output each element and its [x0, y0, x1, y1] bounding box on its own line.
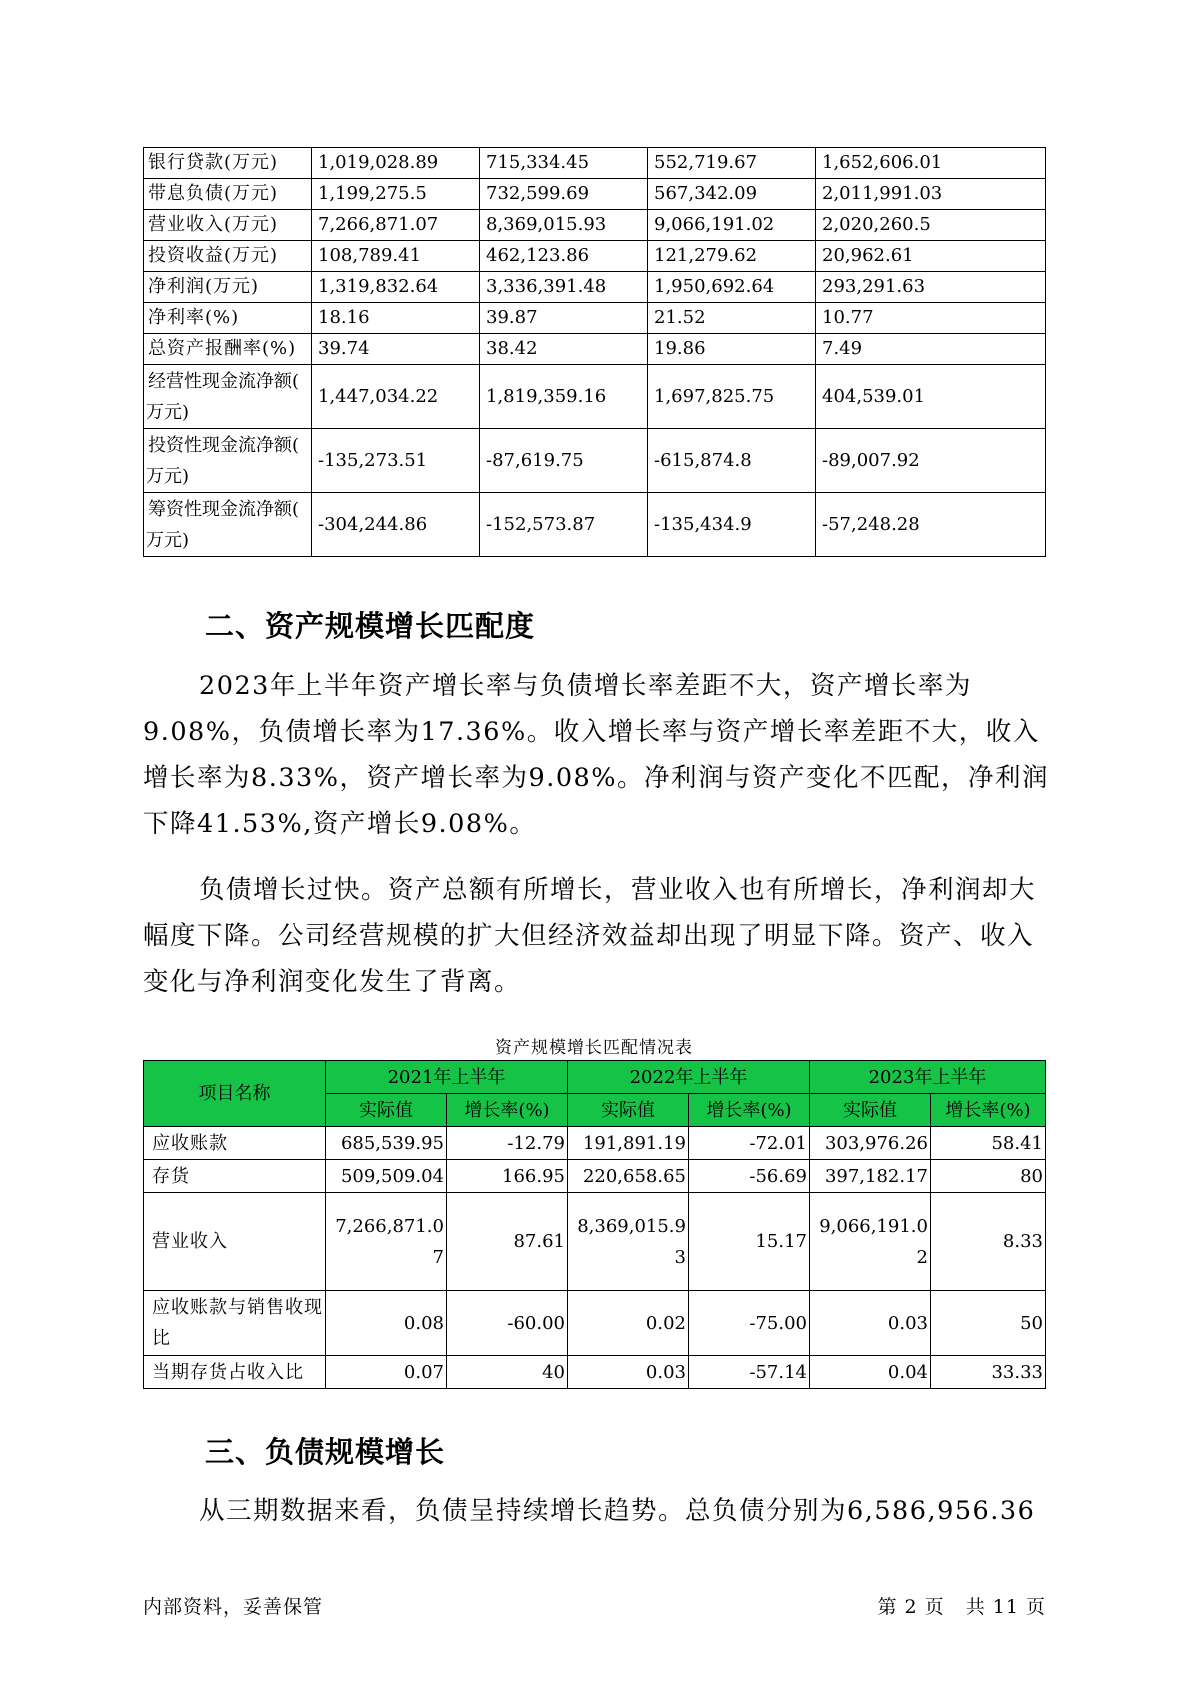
table-cell: 10.77 [816, 303, 1046, 334]
table-row [144, 179, 1046, 210]
table-row [144, 303, 1046, 334]
table-cell: -12.79 [447, 1127, 568, 1160]
table-cell: 552,719.67 [648, 148, 816, 179]
table-row [144, 1291, 1046, 1356]
table-cell: 7,266,871.07 [312, 210, 480, 241]
body-paragraph: 负债增长过快。资产总额有所增长，营业收入也有所增长，净利润却大幅度下降。公司经营规模的扩大但经济效益却出现了明显下降。资产、收入变化与净利润变化发生了背离。 [143, 875, 1037, 997]
table-cell: -72.01 [689, 1127, 810, 1160]
table-cell: 8,369,015.93 [568, 1193, 689, 1291]
row-label: 投资收益(万元) [144, 241, 312, 272]
header-period: 2022年上半年 [568, 1061, 810, 1094]
table-row [144, 493, 1046, 557]
table-cell: 715,334.45 [480, 148, 648, 179]
table-cell: 0.07 [326, 1356, 447, 1389]
table-cell: -135,434.9 [648, 493, 816, 557]
table-row [144, 148, 1046, 179]
table-cell: -89,007.92 [816, 429, 1046, 493]
footer-page-number: 第 2 页 共 11 页 [877, 1596, 1046, 1618]
table-cell: -87,619.75 [480, 429, 648, 493]
header-period: 2021年上半年 [326, 1061, 568, 1094]
table-cell: 293,291.63 [816, 272, 1046, 303]
table-cell: -60.00 [447, 1291, 568, 1356]
table-cell: 1,697,825.75 [648, 365, 816, 429]
row-label: 营业收入 [144, 1193, 326, 1291]
table-cell: 1,950,692.64 [648, 272, 816, 303]
table-cell: 21.52 [648, 303, 816, 334]
table-cell: 404,539.01 [816, 365, 1046, 429]
table-cell: 7.49 [816, 334, 1046, 365]
row-label: 存货 [144, 1160, 326, 1193]
table-cell: 1,819,359.16 [480, 365, 648, 429]
table-cell: 9,066,191.02 [810, 1193, 931, 1291]
table-header-row [144, 1061, 1046, 1094]
row-label: 营业收入(万元) [144, 210, 312, 241]
row-label-line2: 万元) [146, 401, 190, 423]
table-cell: 19.86 [648, 334, 816, 365]
header-actual: 实际值 [568, 1094, 689, 1127]
table-cell: 1,019,028.89 [312, 148, 480, 179]
table-cell: 509,509.04 [326, 1160, 447, 1193]
row-label: 银行贷款(万元) [144, 148, 312, 179]
table-cell: -57.14 [689, 1356, 810, 1389]
table-row [144, 1160, 1046, 1193]
row-label [144, 365, 312, 429]
table-row [144, 334, 1046, 365]
table-cell: 87.61 [447, 1193, 568, 1291]
table-cell: 0.04 [810, 1356, 931, 1389]
table-cell: 397,182.17 [810, 1160, 931, 1193]
table-cell: -75.00 [689, 1291, 810, 1356]
header-growth: 增长率(%) [447, 1094, 568, 1127]
table-row [144, 429, 1046, 493]
table-cell: 567,342.09 [648, 179, 816, 210]
table-cell: 39.74 [312, 334, 480, 365]
table-cell: -56.69 [689, 1160, 810, 1193]
body-paragraph: 从三期数据来看，负债呈持续增长趋势。总负债分别为6,586,956.36 [199, 1496, 1036, 1526]
table-cell: 121,279.62 [648, 241, 816, 272]
table-cell: 58.41 [931, 1127, 1046, 1160]
growth-matching-table [143, 1060, 1046, 1389]
row-label: 带息负债(万元) [144, 179, 312, 210]
row-label: 当期存货占收入比 [144, 1356, 326, 1389]
table-cell: 1,652,606.01 [816, 148, 1046, 179]
table-row [144, 241, 1046, 272]
financial-metrics-table [143, 147, 1046, 557]
table-cell: 462,123.86 [480, 241, 648, 272]
table-row [144, 1356, 1046, 1389]
table-cell: 303,976.26 [810, 1127, 931, 1160]
table-cell: 1,447,034.22 [312, 365, 480, 429]
table-row [144, 365, 1046, 429]
table-cell: 33.33 [931, 1356, 1046, 1389]
table-cell: 18.16 [312, 303, 480, 334]
table-row [144, 272, 1046, 303]
row-label [144, 493, 312, 557]
table-cell: 15.17 [689, 1193, 810, 1291]
footer-confidential-note: 内部资料，妥善保管 [143, 1596, 324, 1618]
table-cell: 191,891.19 [568, 1127, 689, 1160]
header-period: 2023年上半年 [810, 1061, 1046, 1094]
table-cell: 38.42 [480, 334, 648, 365]
row-label-line2: 万元) [146, 465, 190, 487]
table-cell: 732,599.69 [480, 179, 648, 210]
header-actual: 实际值 [326, 1094, 447, 1127]
row-label: 应收账款 [144, 1127, 326, 1160]
row-label: 总资产报酬率(%) [144, 334, 312, 365]
table-cell: 20,962.61 [816, 241, 1046, 272]
row-label: 净利率(%) [144, 303, 312, 334]
row-label-line1: 投资性现金流净额( [148, 434, 300, 456]
table-cell: 1,319,832.64 [312, 272, 480, 303]
table-cell: -135,273.51 [312, 429, 480, 493]
row-label-line1: 筹资性现金流净额( [148, 498, 300, 520]
table-caption: 资产规模增长匹配情况表 [495, 1038, 693, 1058]
table-cell: 40 [447, 1356, 568, 1389]
row-label: 应收账款与销售收现比 [144, 1291, 326, 1356]
row-label: 净利润(万元) [144, 272, 312, 303]
table-cell: 3,336,391.48 [480, 272, 648, 303]
table-cell: 80 [931, 1160, 1046, 1193]
table-cell: 8,369,015.93 [480, 210, 648, 241]
header-growth: 增长率(%) [931, 1094, 1046, 1127]
table-row [144, 210, 1046, 241]
table-cell: 2,020,260.5 [816, 210, 1046, 241]
table-row [144, 1193, 1046, 1291]
table-cell: -304,244.86 [312, 493, 480, 557]
table-cell: 1,199,275.5 [312, 179, 480, 210]
row-label-line2: 万元) [146, 529, 190, 551]
table-cell: 8.33 [931, 1193, 1046, 1291]
table-cell: -57,248.28 [816, 493, 1046, 557]
table-cell: 50 [931, 1291, 1046, 1356]
body-paragraph: 2023年上半年资产增长率与负债增长率差距不大，资产增长率为9.08%，负债增长率为17.36%。收入增长率与资产增长率差距不大，收入增长率为8.33%，资产增长率为9.08%。净利润与资产变化不匹配，净利润下降41.53%,资产增长9.08%。 [143, 671, 1050, 839]
table-cell: 2,011,991.03 [816, 179, 1046, 210]
table-cell: -615,874.8 [648, 429, 816, 493]
header-item-name: 项目名称 [144, 1061, 326, 1127]
table-cell: -152,573.87 [480, 493, 648, 557]
table-row [144, 1127, 1046, 1160]
row-label [144, 429, 312, 493]
table-cell: 39.87 [480, 303, 648, 334]
table-cell: 685,539.95 [326, 1127, 447, 1160]
table-cell: 0.03 [568, 1356, 689, 1389]
table-cell: 220,658.65 [568, 1160, 689, 1193]
row-label-line1: 经营性现金流净额( [148, 370, 300, 392]
section-heading: 三、负债规模增长 [205, 1435, 446, 1469]
table-cell: 108,789.41 [312, 241, 480, 272]
table-cell: 9,066,191.02 [648, 210, 816, 241]
table-cell: 0.03 [810, 1291, 931, 1356]
section-heading: 二、资产规模增长匹配度 [205, 609, 536, 643]
header-actual: 实际值 [810, 1094, 931, 1127]
table-cell: 0.02 [568, 1291, 689, 1356]
table-cell: 7,266,871.07 [326, 1193, 447, 1291]
header-growth: 增长率(%) [689, 1094, 810, 1127]
table-cell: 0.08 [326, 1291, 447, 1356]
table-cell: 166.95 [447, 1160, 568, 1193]
